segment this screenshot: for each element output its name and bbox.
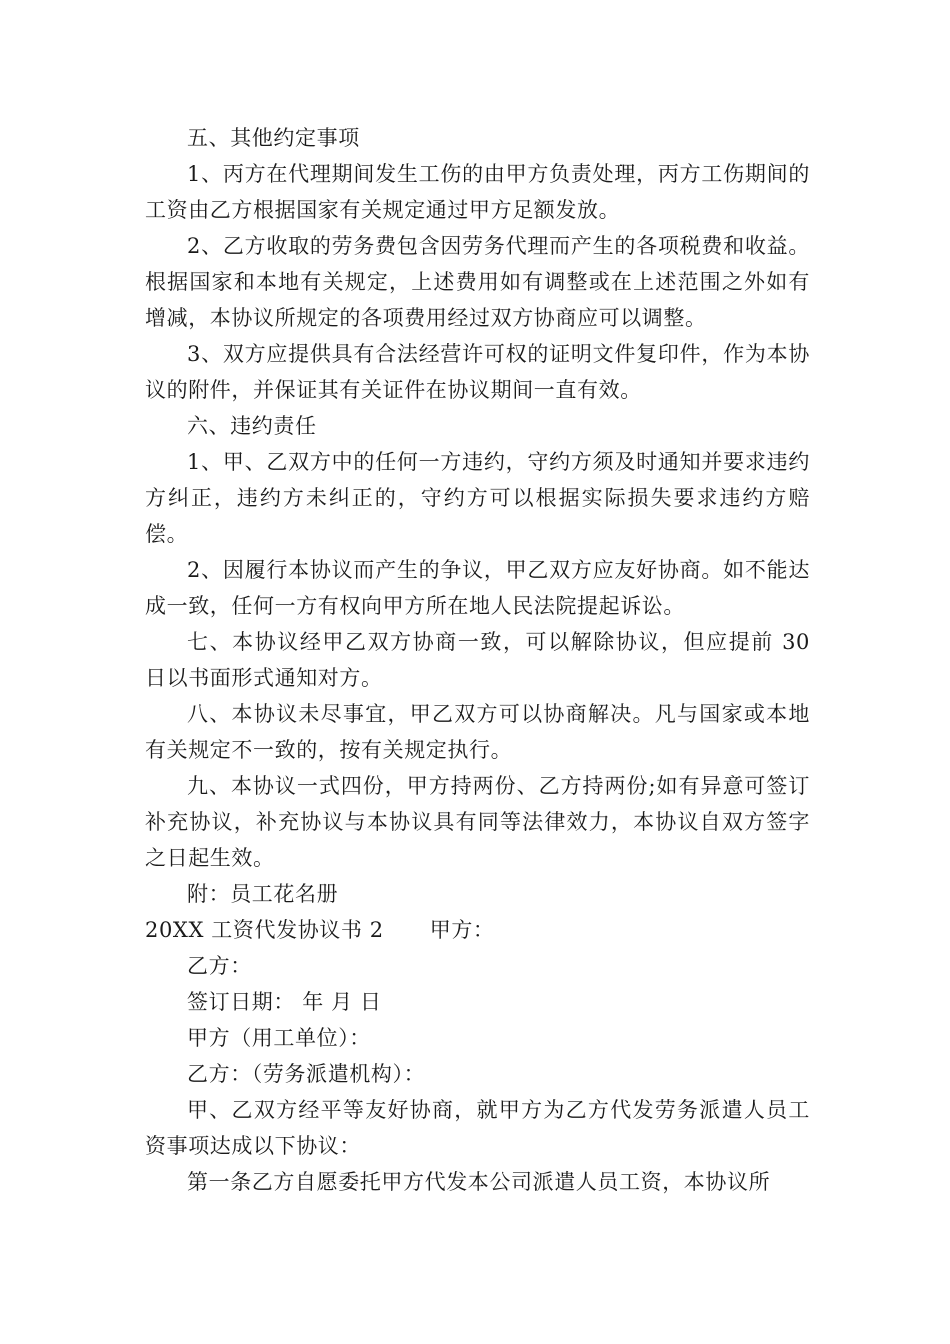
- document-title-line: [145, 912, 810, 948]
- clause-paragraph: 1、甲、乙双方中的任何一方违约，守约方须及时通知并要求违约方纠正，违约方未纠正的，守约方可以根据实际损失要求违约方赔偿。: [145, 450, 810, 546]
- party-a-employer: 甲方（用工单位）：: [187, 1026, 371, 1050]
- clause-paragraph: 八、本协议未尽事宜，甲乙双方可以协商解决。凡与国家或本地有关规定不一致的，按有关规定执行。: [145, 702, 810, 762]
- clause-paragraph: 1、丙方在代理期间发生工伤的由甲方负责处理，丙方工伤期间的工资由乙方根据国家有关规定通过甲方足额发放。: [145, 162, 810, 222]
- party-b-label: 乙方：: [187, 954, 252, 978]
- article-paragraph: 第一条乙方自愿委托甲方代发本公司派遣人员工资，本协议所: [187, 1170, 771, 1194]
- clause-paragraph: 七、本协议经甲乙双方协商一致，可以解除协议，但应提前 30 日以书面形式通知对方。: [145, 630, 810, 690]
- party-b-agency: 乙方：（劳务派遣机构）：: [187, 1062, 426, 1086]
- section-heading: 五、其他约定事项: [187, 126, 360, 150]
- document-title: 20XX 工资代发协议书 2: [145, 918, 384, 942]
- clause-paragraph: 3、双方应提供具有合法经营许可权的证明文件复印件，作为本协议的附件，并保证其有关证件在协议期间一直有效。: [145, 342, 810, 402]
- clause-paragraph: 2、因履行本协议而产生的争议，甲乙双方应友好协商。如不能达成一致，任何一方有权向甲方所在地人民法院提起诉讼。: [145, 558, 810, 618]
- attachment-note: 附：员工花名册: [187, 882, 339, 906]
- signing-date: 签订日期： 年 月 日: [187, 990, 382, 1014]
- party-a-label: 甲方：: [429, 918, 495, 942]
- document-body: [145, 120, 810, 1200]
- section-heading: 六、违约责任: [187, 414, 317, 438]
- preamble-paragraph: 甲、乙双方经平等友好协商，就甲方为乙方代发劳务派遣人员工资事项达成以下协议：: [145, 1098, 810, 1158]
- clause-paragraph: 2、乙方收取的劳务费包含因劳务代理而产生的各项税费和收益。根据国家和本地有关规定，上述费用如有调整或在上述范围之外如有增减，本协议所规定的各项费用经过双方协商应可以调整。: [145, 234, 810, 330]
- clause-paragraph: 九、本协议一式四份，甲方持两份、乙方持两份;如有异意可签订补充协议，补充协议与本协议具有同等法律效力，本协议自双方签字之日起生效。: [145, 774, 810, 870]
